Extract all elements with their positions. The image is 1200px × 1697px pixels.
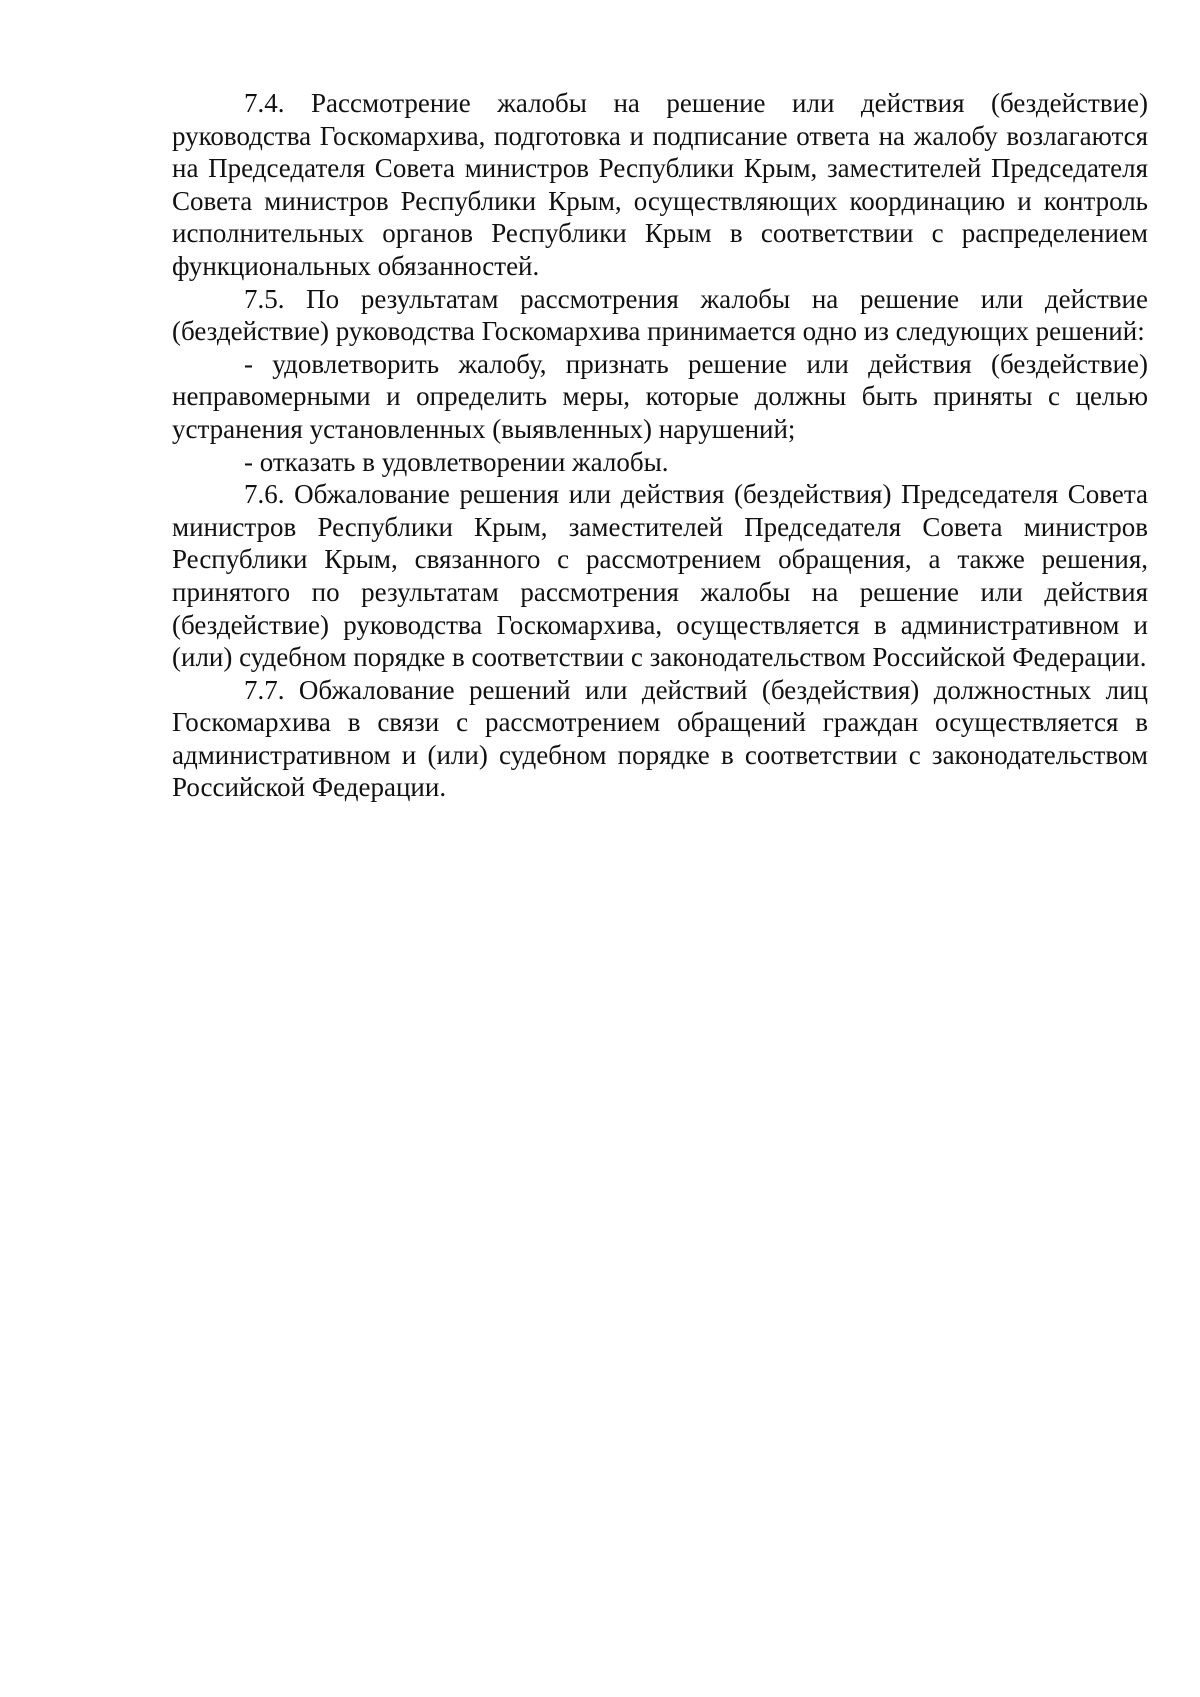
paragraph-7-5: 7.5. По результатам рассмотрения жалобы на решение или действие (бездействие) руководства Госкомархива принимается одно из следующих решений: <box>172 283 1148 347</box>
list-item-reject-complaint: - отказать в удовлетворении жалобы. <box>244 446 669 477</box>
paragraph-7-6: 7.6. Обжалование решения или действия (бездействия) Председателя Совета министров Республики Крым, заместителей Председателя Совета министров Республики Крым, связанного с рассмотрением обращения, а также решения, принятого по результатам рассмотрения жалобы на решение или действия (бездействие) руководства Госкомархива, осуществляется в административном и (или) судебном порядке в соответствии с законодательством Российской Федерации. <box>172 479 1148 673</box>
paragraph-7-4: 7.4. Рассмотрение жалобы на решение или действия (бездействие) руководства Госкомархива, подготовка и подписание ответа на жалобу возлагаются на Председателя Совета министров Республики Крым, заместителей Председателя Совета министров Республики Крым, осуществляющих координацию и контроль исполнительных органов Республики Крым в соответствии с распределением функциональных обязанностей. <box>172 88 1148 281</box>
paragraph-7-7: 7.7. Обжалование решений или действий (бездействия) должностных лиц Госкомархива в связи с рассмотрением обращений граждан осуществляется в административном и (или) судебном порядке в соответствии с законодательством Российской Федерации. <box>172 674 1148 803</box>
list-item-satisfy-complaint: - удовлетворить жалобу, признать решение или действия (бездействие) неправомерными и определить меры, которые должны быть приняты с целью устранения установленных (выявленных) нарушений; <box>172 348 1148 444</box>
document-body <box>172 87 1148 804</box>
